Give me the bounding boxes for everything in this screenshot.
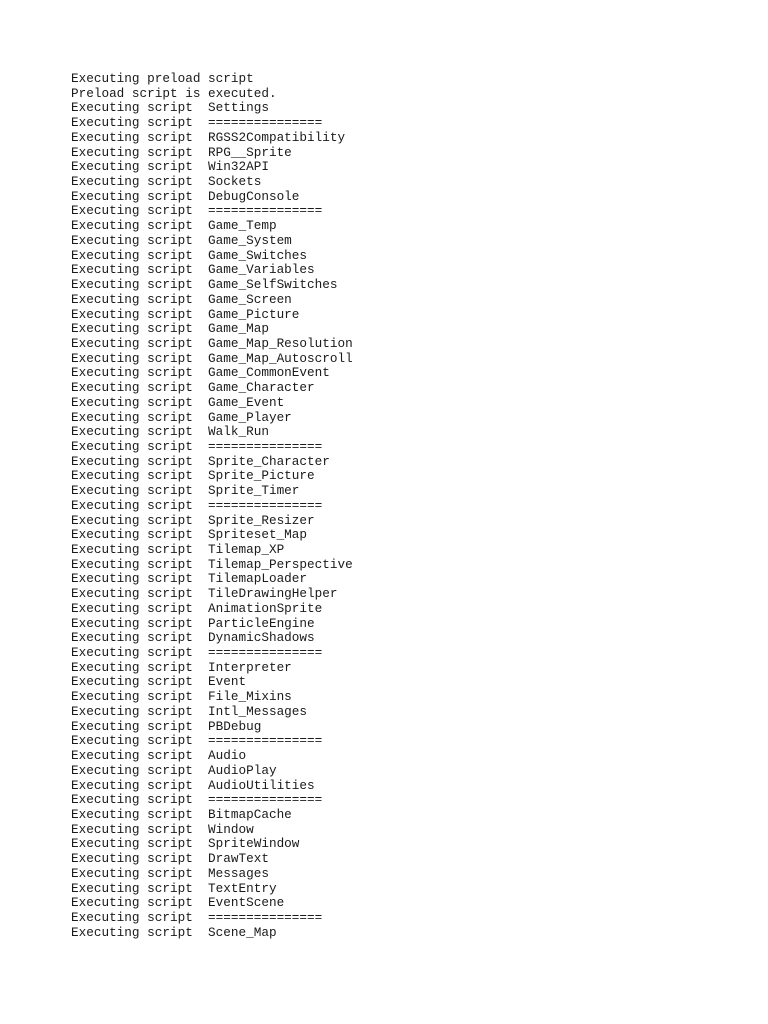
log-line: Executing script =============== (71, 438, 323, 454)
log-line: Executing script Game_Map_Resolution (71, 335, 353, 351)
log-line: Executing script Game_Map (71, 321, 269, 337)
log-line: Executing script Game_Player (71, 409, 292, 425)
log-line: Executing script Tilemap_Perspective (71, 556, 353, 572)
log-line: Executing script Sockets (71, 174, 262, 190)
log-line: Executing script RPG__Sprite (71, 144, 292, 160)
log-line: Executing script RGSS2Compatibility (71, 129, 346, 145)
log-line: Executing script Sprite_Character (71, 453, 330, 469)
log-line: Executing script BitmapCache (71, 806, 292, 822)
log-line: Executing script =============== (71, 909, 323, 925)
log-line: Executing script Game_Map_Autoscroll (71, 350, 353, 366)
log-line: Executing script =============== (71, 497, 323, 513)
log-line: Executing script Game_Screen (71, 291, 292, 307)
log-line: Executing script =============== (71, 645, 323, 661)
log-line: Executing script AudioPlay (71, 762, 277, 778)
log-line: Executing script TextEntry (71, 880, 277, 896)
log-line: Executing script AnimationSprite (71, 600, 323, 616)
log-line: Executing script SpriteWindow (71, 836, 300, 852)
log-line: Executing script Walk_Run (71, 424, 269, 440)
log-line: Executing script Scene_Map (71, 924, 277, 940)
log-line: Executing script Game_SelfSwitches (71, 277, 338, 293)
log-line: Executing script AudioUtilities (71, 777, 315, 793)
log-line: Executing script =============== (71, 792, 323, 808)
log-line: Executing script Game_Picture (71, 306, 300, 322)
log-line: Executing script =============== (71, 733, 323, 749)
log-line: Executing script Window (71, 821, 254, 837)
log-line: Executing preload script (71, 71, 254, 86)
log-line: Executing script DynamicShadows (71, 630, 315, 646)
log-line: Executing script TilemapLoader (71, 571, 308, 587)
log-line: Executing script File_Mixins (71, 689, 292, 705)
log-line: Executing script Sprite_Timer (71, 483, 300, 499)
log-line: Executing script Spriteset_Map (71, 527, 308, 543)
log-line: Executing script Sprite_Picture (71, 468, 315, 484)
log-line: Executing script DrawText (71, 851, 269, 867)
log-line: Executing script Sprite_Resizer (71, 512, 315, 528)
log-line: Executing script Game_Temp (71, 218, 277, 234)
log-line: Executing script Game_Character (71, 380, 315, 396)
log-line: Executing script =============== (71, 115, 323, 131)
log-line: Executing script EventScene (71, 895, 285, 911)
log-line: Executing script Game_CommonEvent (71, 365, 330, 381)
log-line: Executing script DebugConsole (71, 188, 300, 204)
log-line: Executing script TileDrawingHelper (71, 586, 338, 602)
log-line: Executing script Tilemap_XP (71, 542, 285, 557)
log-line: Executing script Game_Variables (71, 262, 315, 278)
log-line: Executing script Game_Event (71, 394, 285, 410)
log-line: Executing script Event (71, 674, 247, 690)
log-line: Executing script Win32API (71, 159, 269, 175)
log-line: Executing script Game_Switches (71, 247, 308, 263)
log-line: Executing script Settings (71, 100, 269, 116)
log-line: Executing script Intl_Messages (71, 703, 308, 719)
log-line: Executing script Audio (71, 748, 247, 764)
console-log (71, 72, 353, 940)
log-line: Preload script is executed. (71, 85, 277, 101)
log-line: Executing script =============== (71, 203, 323, 219)
log-line: Executing script Interpreter (71, 659, 292, 675)
log-line: Executing script ParticleEngine (71, 615, 315, 631)
log-line: Executing script Game_System (71, 232, 292, 248)
log-line: Executing script Messages (71, 865, 269, 881)
log-line: Executing script PBDebug (71, 718, 262, 734)
